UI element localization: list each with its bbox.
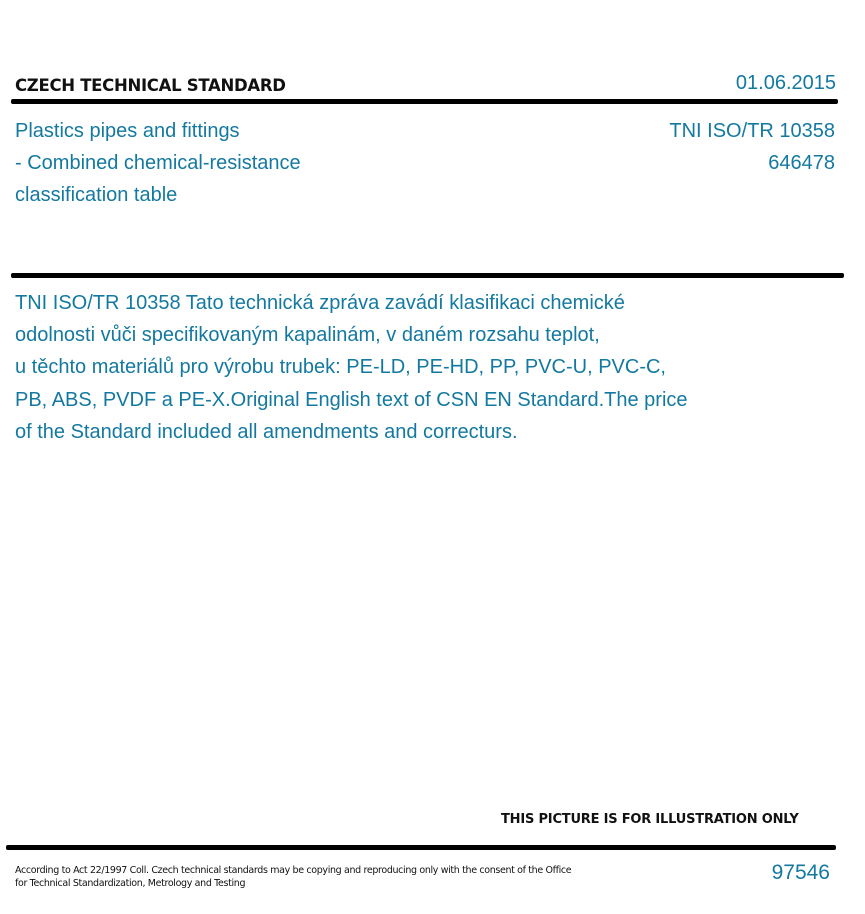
- standard-identifiers: [669, 115, 835, 179]
- footer-number: 97546: [771, 861, 830, 884]
- catalog-number: 646478: [768, 152, 835, 174]
- section-divider: [11, 273, 844, 278]
- footer-divider: [6, 845, 836, 850]
- standard-title-line: - Combined chemical-resistance: [15, 152, 301, 174]
- publication-date: 01.06.2015: [735, 72, 836, 94]
- standard-title: [15, 115, 301, 211]
- document-type-label: CZECH TECHNICAL STANDARD: [15, 76, 286, 95]
- header-divider: [11, 99, 838, 104]
- standard-title-line: classification table: [15, 184, 178, 206]
- standard-description: [15, 287, 775, 448]
- description-line: PB, ABS, PVDF a PE-X.Original English text of CSN EN Standard.The price: [15, 388, 688, 411]
- description-line: of the Standard included all amendments and correcturs.: [15, 420, 518, 443]
- legal-notice: [15, 864, 571, 890]
- standard-title-line: Plastics pipes and fittings: [15, 120, 240, 142]
- description-line: odolnosti vůči specifikovaným kapalinám, v daném rozsahu teplot,: [15, 324, 600, 347]
- standard-designation: TNI ISO/TR 10358: [669, 120, 835, 142]
- description-line: TNI ISO/TR 10358 Tato technická zpráva zavádí klasifikaci chemické: [15, 292, 625, 314]
- illustration-notice: THIS PICTURE IS FOR ILLUSTRATION ONLY: [501, 812, 799, 827]
- legal-line: for Technical Standardization, Metrology and Testing: [15, 878, 246, 889]
- description-line: u těchto materiálů pro výrobu trubek: PE-LD, PE-HD, PP, PVC-U, PVC-C,: [15, 356, 666, 379]
- legal-line: According to Act 22/1997 Coll. Czech technical standards may be copying and reproducing only with the consent of the Office: [15, 865, 572, 876]
